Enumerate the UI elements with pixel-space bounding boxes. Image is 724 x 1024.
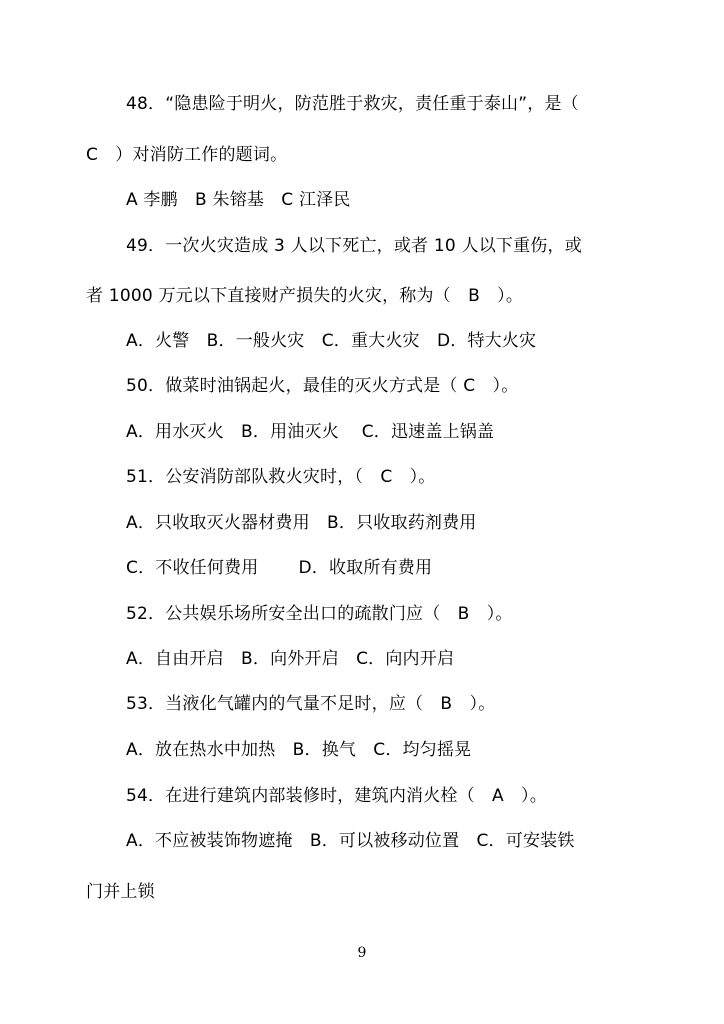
- question-49-line-2: 者 1000 万元以下直接财产损失的火灾，称为（ B ）。: [86, 286, 524, 306]
- question-54-options-2: 门并上锁: [86, 882, 155, 902]
- question-52-options: A．自由开启 B．向外开启 C．向内开启: [126, 649, 455, 669]
- question-52: 52．公共娱乐场所安全出口的疏散门应（ B ）。: [126, 604, 513, 624]
- question-50-options: A．用水灭火 B．用油灭火 C．迅速盖上锅盖: [126, 422, 495, 442]
- question-51-options-1: A．只收取灭火器材费用 B．只收取药剂费用: [126, 513, 477, 533]
- question-53: 53．当液化气罐内的气量不足时，应（ B ）。: [126, 694, 496, 714]
- question-54-options-1: A．不应被装饰物遮掩 B．可以被移动位置 C．可安装铁: [126, 831, 575, 851]
- page-number: 9: [357, 945, 367, 961]
- question-49-options: A．火警 B．一般火灾 C．重大火灾 D．特大火灾: [126, 331, 537, 351]
- question-48-line-2: C ）对消防工作的题词。: [86, 145, 288, 165]
- question-48-line-1: 48．“隐患险于明火，防范胜于救灾，责任重于泰山”，是（: [126, 94, 579, 114]
- question-51-options-2: C．不收任何费用 D．收取所有费用: [126, 558, 433, 578]
- question-53-options: A．放在热水中加热 B．换气 C．均匀摇晃: [126, 740, 472, 760]
- question-48-options: A 李鹏 B 朱镕基 C 江泽民: [126, 190, 351, 210]
- question-49-line-1: 49．一次火灾造成 3 人以下死亡，或者 10 人以下重伤，或: [126, 236, 582, 256]
- question-54: 54．在进行建筑内部装修时，建筑内消火栓（ A ）。: [126, 786, 547, 806]
- question-50: 50．做菜时油锅起火，最佳的灭火方式是（ C ）。: [126, 376, 519, 396]
- question-51: 51．公安消防部队救火灾时，（ C ）。: [126, 467, 436, 487]
